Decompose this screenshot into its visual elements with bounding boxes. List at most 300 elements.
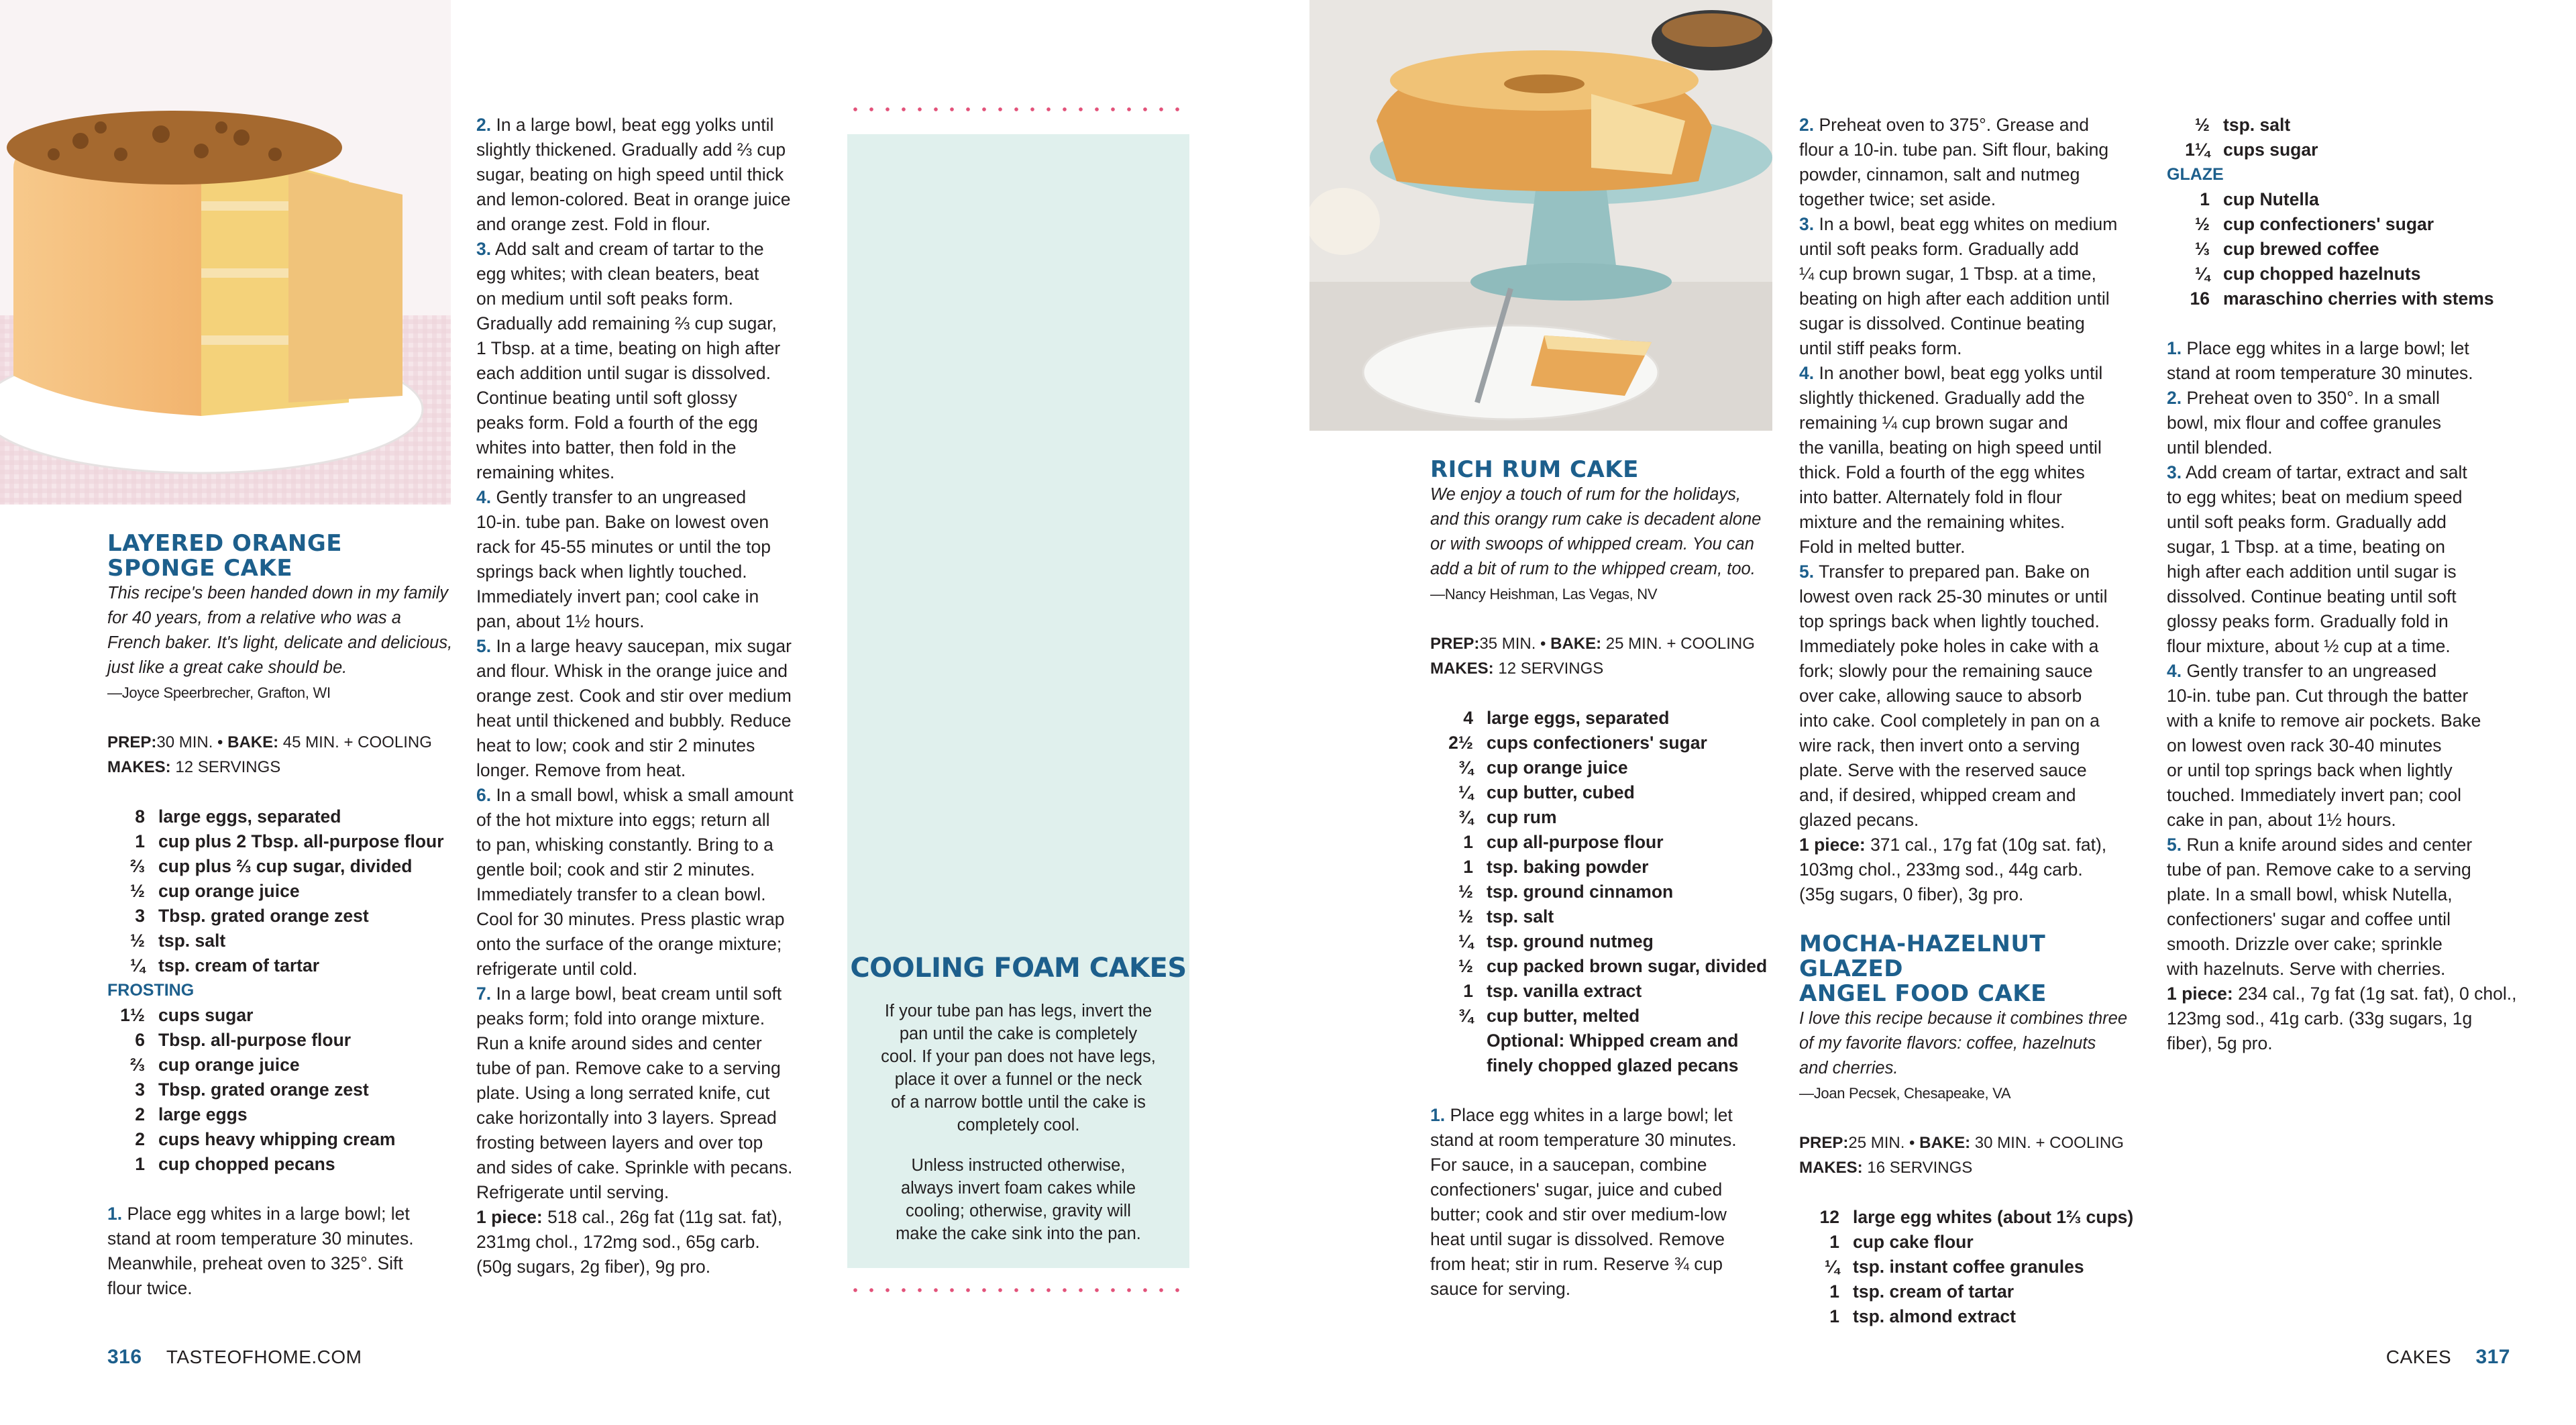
step-text: orange zest. Cook and stir over medium bbox=[476, 686, 792, 706]
step-text: until soft peaks form. Gradually add bbox=[1799, 239, 2079, 259]
step-text: until blended. bbox=[2167, 437, 2273, 458]
ingredient-text: cup confectioners' sugar bbox=[2223, 214, 2434, 234]
ingredient-quantity: ¼ bbox=[1458, 782, 1473, 802]
step-text: glazed pecans. bbox=[1799, 810, 1919, 830]
ingredient-quantity: 1 bbox=[1829, 1306, 1839, 1326]
step-text: confectioners' sugar and coffee until bbox=[2167, 909, 2451, 929]
step-text: Run a knife around sides and center bbox=[476, 1033, 762, 1053]
step-text: slightly thickened. Gradually add ⅔ cup bbox=[476, 140, 786, 160]
ingredient-quantity: 12 bbox=[1819, 1207, 1839, 1227]
recipe-intro: This recipe's been handed down in my family for 40 years, from a relative who was a French baker. It's light, delicate and delicious, just like a great cake should be. bbox=[107, 584, 453, 677]
ingredient-item bbox=[1799, 1255, 2148, 1279]
servings: MAKES: 12 SERVINGS bbox=[107, 758, 281, 776]
ingredient-quantity: ½ bbox=[2194, 214, 2210, 234]
step-text: tube of pan. Remove cake to a serving bbox=[2167, 859, 2471, 880]
ingredient-text: cup orange juice bbox=[158, 881, 300, 901]
step-text: Add salt and cream of tartar to the bbox=[491, 239, 764, 259]
ingredient-text: cup packed brown sugar, divided bbox=[1487, 956, 1768, 976]
ingredient-text: cup orange juice bbox=[158, 1055, 300, 1075]
ingredient-quantity: ⅔ bbox=[129, 856, 145, 876]
orange-cake-column-1 bbox=[107, 531, 456, 1301]
step-text: with a knife to remove air pockets. Bake bbox=[2167, 710, 2481, 731]
ingredient-text: cup cake flour bbox=[1853, 1232, 1974, 1252]
step-text: Transfer to prepared pan. Bake on bbox=[1814, 562, 2090, 582]
rum-prep-bake-time: PREP:35 MIN. • BAKE: 25 MIN. + COOLING bbox=[1430, 635, 1755, 653]
step-text: glossy peaks form. Gradually fold in bbox=[2167, 611, 2449, 631]
step-text: onto the surface of the orange mixture; bbox=[476, 934, 782, 954]
instruction-step bbox=[1799, 361, 2148, 560]
ingredient-item bbox=[1430, 880, 1779, 904]
ingredient-text: tsp. almond extract bbox=[1853, 1306, 2016, 1326]
ingredient-item bbox=[1799, 1304, 2148, 1329]
step-text: refrigerate until cold. bbox=[476, 959, 638, 979]
ingredient-quantity: ½ bbox=[1458, 956, 1473, 976]
step-text: flour a 10-in. tube pan. Sift flour, baking bbox=[1799, 140, 2109, 160]
step-text: 10-in. tube pan. Cut through the batter bbox=[2167, 686, 2469, 706]
step-text: Immediately poke holes in cake with a bbox=[1799, 636, 2099, 656]
step-number: 6. bbox=[476, 785, 492, 805]
ingredient-text: tsp. salt bbox=[158, 931, 226, 951]
mocha-cake-intro bbox=[1799, 1006, 2148, 1081]
frosting-ingredient-list bbox=[107, 1003, 456, 1177]
rum-step-1 bbox=[1430, 1103, 1779, 1302]
ingredient-item bbox=[1430, 830, 1779, 855]
ingredient-quantity bbox=[1430, 1028, 1487, 1053]
ingredient-quantity: ½ bbox=[1458, 906, 1473, 927]
ingredient-quantity: 2 bbox=[135, 1104, 145, 1124]
ingredient-text: large eggs, separated bbox=[158, 806, 341, 827]
ingredient-text: tsp. baking powder bbox=[1487, 857, 1649, 877]
step-text: plate. In a small bowl, whisk Nutella, bbox=[2167, 884, 2453, 904]
ingredient-text: cup all-purpose flour bbox=[1487, 832, 1664, 852]
step-number: 4. bbox=[2167, 661, 2182, 681]
ingredient-quantity: ½ bbox=[1458, 882, 1473, 902]
frosting-heading: FROSTING bbox=[107, 981, 195, 1000]
step-number: 2. bbox=[1799, 115, 1815, 135]
ingredient-item bbox=[1430, 954, 1779, 979]
ingredient-quantity: 4 bbox=[1463, 708, 1473, 728]
step-text: plate. Using a long serrated knife, cut bbox=[476, 1083, 770, 1103]
step-number: 5. bbox=[476, 636, 492, 656]
step-text: Run a knife around sides and center bbox=[2182, 835, 2473, 855]
step-text: cake in pan, about 1½ hours. bbox=[2167, 810, 2396, 830]
ingredient-text: tsp. salt bbox=[1487, 906, 1554, 927]
mocha-servings: MAKES: 16 SERVINGS bbox=[1799, 1159, 1973, 1177]
sidebar-bottom-dots bbox=[847, 1288, 1189, 1292]
step-text: whites into batter, then fold in the bbox=[476, 437, 737, 458]
prep-bake-time: PREP:30 MIN. • BAKE: 45 MIN. + COOLING bbox=[107, 733, 432, 751]
ingredient-text: cups confectioners' sugar bbox=[1487, 733, 1707, 753]
ingredient-quantity: ½ bbox=[2194, 115, 2210, 135]
ingredient-item bbox=[107, 1102, 456, 1127]
ingredient-quantity: 1½ bbox=[120, 1005, 145, 1025]
ingredient-item bbox=[107, 929, 456, 953]
step-text: mixture and the remaining whites. bbox=[1799, 512, 2065, 532]
text-line: If your tube pan has legs, invert the bbox=[884, 1002, 1152, 1020]
sidebar-title: COOLING FOAM CAKES bbox=[850, 953, 1187, 984]
ingredient-item bbox=[1430, 929, 1779, 954]
ingredient-item bbox=[107, 1003, 456, 1028]
steps-list bbox=[476, 113, 832, 1205]
step-text: the vanilla, beating on high speed until bbox=[1799, 437, 2102, 458]
mocha-cake-byline: —Joan Pecsek, Chesapeake, VA bbox=[1799, 1085, 2011, 1102]
step-text: gentle boil; cook and stir 2 minutes. bbox=[476, 859, 755, 880]
rum-cake-column bbox=[1430, 458, 1779, 1302]
step-text: and lemon-colored. Beat in orange juice bbox=[476, 189, 791, 209]
left-page-number: 316 bbox=[107, 1346, 142, 1368]
step-text: In a large bowl, beat cream until soft bbox=[491, 984, 782, 1004]
step-number: 4. bbox=[1799, 363, 1815, 383]
ingredient-quantity: ¼ bbox=[1824, 1257, 1839, 1277]
mocha-nutrition-facts: 1 piece: 234 cal., 7g fat (1g sat. fat), 0 chol., 123mg sod., 41g carb. (33g sugars, 1g fiber), 5g pro. bbox=[2167, 984, 2517, 1053]
ingredient-quantity: 1 bbox=[135, 1154, 145, 1174]
mocha-ingredient-list-b bbox=[2167, 113, 2529, 162]
step-text: on medium until soft peaks form. bbox=[476, 288, 733, 309]
step-text: longer. Remove from heat. bbox=[476, 760, 686, 780]
ingredient-text: tsp. salt bbox=[2223, 115, 2291, 135]
ingredient-text: large eggs, separated bbox=[1487, 708, 1670, 728]
step-text: high after each addition until sugar is bbox=[2167, 562, 2457, 582]
step-text: until stiff peaks form. bbox=[1799, 338, 1962, 358]
ingredient-quantity: 3 bbox=[135, 906, 145, 926]
step-text: Preheat oven to 350°. In a small bbox=[2182, 388, 2440, 408]
ingredient-item bbox=[107, 904, 456, 929]
step-text: smooth. Drizzle over cake; sprinkle bbox=[2167, 934, 2443, 954]
step-number: 1. bbox=[2167, 338, 2182, 358]
step-text: stand at room temperature 30 minutes. bbox=[1430, 1130, 1737, 1150]
step-text: and orange zest. Fold in flour. bbox=[476, 214, 711, 234]
instruction-step bbox=[476, 634, 832, 783]
ingredient-quantity: 1 bbox=[1829, 1281, 1839, 1302]
ingredient-quantity: 1 bbox=[2200, 189, 2210, 209]
ingredient-item bbox=[1430, 1004, 1779, 1028]
instruction-step bbox=[2167, 386, 2529, 460]
ingredient-item bbox=[107, 854, 456, 879]
step-text: For sauce, in a saucepan, combine bbox=[1430, 1155, 1707, 1175]
ingredient-item bbox=[1430, 855, 1779, 880]
ingredient-text: cup brewed coffee bbox=[2223, 239, 2379, 259]
step-text: stand at room temperature 30 minutes. bbox=[2167, 363, 2473, 383]
ingredient-item bbox=[1430, 805, 1779, 830]
step-text: to egg whites; beat on medium speed bbox=[2167, 487, 2463, 507]
step-text: pan, about 1½ hours. bbox=[476, 611, 645, 631]
ingredient-item bbox=[2167, 262, 2529, 286]
ingredient-quantity: ½ bbox=[129, 881, 145, 901]
instruction-step bbox=[476, 237, 832, 485]
step-text: rack for 45-55 minutes or until the top bbox=[476, 537, 771, 557]
step-text: plate. Serve with the reserved sauce bbox=[1799, 760, 2087, 780]
ingredient-text: tsp. cream of tartar bbox=[158, 955, 320, 975]
ingredient-text: cup chopped pecans bbox=[158, 1154, 335, 1174]
step-text: Continue beating until soft glossy bbox=[476, 388, 737, 408]
ingredient-quantity: 1 bbox=[1463, 857, 1473, 877]
instruction-step bbox=[1799, 113, 2148, 212]
rum-steps-list bbox=[1799, 113, 2148, 833]
rum-nutrition-facts: 1 piece: 371 cal., 17g fat (10g sat. fat), 103mg chol., 233mg sod., 44g carb. (35g sugars, 0 fiber), 3g pro. bbox=[1799, 835, 2107, 904]
text-line: Unless instructed otherwise, bbox=[911, 1156, 1126, 1175]
step-text: into batter. Alternately fold in flour bbox=[1799, 487, 2062, 507]
step-text: and sides of cake. Sprinkle with pecans. bbox=[476, 1157, 793, 1177]
recipe-byline: —Joyce Speerbrecher, Grafton, WI bbox=[107, 684, 331, 701]
ingredient-text: large egg whites (about 1⅔ cups) bbox=[1853, 1207, 2134, 1227]
step-text: remaining ¼ cup brown sugar and bbox=[1799, 413, 2068, 433]
right-page-number: 317 bbox=[2475, 1346, 2510, 1368]
ingredient-item bbox=[1430, 755, 1779, 780]
ingredient-quantity: 1 bbox=[1463, 981, 1473, 1001]
text-line: We enjoy a touch of rum for the holidays, bbox=[1430, 485, 1741, 504]
nutrition-facts: 1 piece: 518 cal., 26g fat (11g sat. fat), 231mg chol., 172mg sod., 65g carb. (50g sugars, 2g fiber), 9g pro. bbox=[476, 1207, 783, 1277]
ingredient-text: maraschino cherries with stems bbox=[2223, 288, 2494, 309]
rum-cake-photo bbox=[1309, 0, 1772, 431]
step-text: together twice; set aside. bbox=[1799, 189, 1996, 209]
ingredient-text: tsp. ground cinnamon bbox=[1487, 882, 1674, 902]
text-line: completely cool. bbox=[957, 1116, 1080, 1134]
mocha-prep-bake-time: PREP:25 MIN. • BAKE: 30 MIN. + COOLING bbox=[1799, 1134, 2124, 1152]
rum-mocha-column bbox=[1799, 113, 2148, 1329]
rum-cake-title: RICH RUM CAKE bbox=[1430, 456, 1639, 483]
ingredient-quantity: 3 bbox=[135, 1079, 145, 1100]
step-text: Immediately transfer to a clean bowl. bbox=[476, 884, 766, 904]
step-number: 3. bbox=[2167, 462, 2182, 482]
ingredient-item bbox=[1430, 706, 1779, 731]
step-text: and, if desired, whipped cream and bbox=[1799, 785, 2076, 805]
ingredient-quantity: ¼ bbox=[1458, 931, 1473, 951]
ingredient-text: tsp. cream of tartar bbox=[1853, 1281, 2015, 1302]
text-line: or with swoops of whipped cream. You can bbox=[1430, 535, 1754, 553]
step-text: egg whites; with clean beaters, beat bbox=[476, 264, 759, 284]
ingredient-text: tsp. instant coffee granules bbox=[1853, 1257, 2084, 1277]
ingredient-text: large eggs bbox=[158, 1104, 248, 1124]
ingredient-quantity: 1 bbox=[1829, 1232, 1839, 1252]
ingredient-item bbox=[107, 953, 456, 978]
step-text: into cake. Cool completely in pan on a bbox=[1799, 710, 2100, 731]
ingredient-quantity: ¾ bbox=[1458, 1006, 1473, 1026]
step-text: powder, cinnamon, salt and nutmeg bbox=[1799, 164, 2080, 184]
ingredient-text: tsp. vanilla extract bbox=[1487, 981, 1642, 1001]
ingredient-item bbox=[1799, 1230, 2148, 1255]
ingredient-quantity: 6 bbox=[135, 1030, 145, 1050]
ingredient-quantity: ¾ bbox=[1458, 757, 1473, 778]
instruction-step bbox=[476, 113, 832, 237]
step-text: and flour. Whisk in the orange juice and bbox=[476, 661, 788, 681]
ingredient-text: cups sugar bbox=[158, 1005, 254, 1025]
step-number: 1. bbox=[1430, 1105, 1446, 1125]
ingredient-quantity: ⅔ bbox=[129, 1055, 145, 1075]
ingredient-item bbox=[1430, 904, 1779, 929]
step-text: slightly thickened. Gradually add the bbox=[1799, 388, 2085, 408]
ingredient-text: cup plus ⅔ cup sugar, divided bbox=[158, 856, 413, 876]
ingredient-quantity: ½ bbox=[129, 931, 145, 951]
step-number: 3. bbox=[1799, 214, 1815, 234]
ingredient-item bbox=[1799, 1205, 2148, 1230]
step-text: peaks form; fold into orange mixture. bbox=[476, 1008, 765, 1028]
step-text: touched. Immediately invert pan; cool bbox=[2167, 785, 2461, 805]
mocha-steps-list bbox=[2167, 336, 2529, 982]
ingredient-item bbox=[107, 879, 456, 904]
ingredient-item bbox=[1799, 1279, 2148, 1304]
rum-ingredient-list bbox=[1430, 706, 1779, 1078]
instruction-step bbox=[476, 485, 832, 634]
rum-servings: MAKES: 12 SERVINGS bbox=[1430, 659, 1604, 678]
step-text: heat to low; cook and stir 2 minutes bbox=[476, 735, 755, 755]
ingredient-item bbox=[107, 1053, 456, 1077]
text-line: add a bit of rum to the whipped cream, too. bbox=[1430, 560, 1756, 578]
step-text: to pan, whisking constantly. Bring to a bbox=[476, 835, 773, 855]
step-text: sugar, beating on high speed until thick bbox=[476, 164, 784, 184]
site-name: TASTEOFHOME.COM bbox=[166, 1347, 362, 1367]
step-text: on lowest oven rack 30-40 minutes bbox=[2167, 735, 2442, 755]
step-text: butter; cook and stir over medium-low bbox=[1430, 1204, 1727, 1224]
ingredient-quantity: 1 bbox=[135, 831, 145, 851]
text-line: and cherries. bbox=[1799, 1059, 1898, 1077]
step-text: lowest oven rack 25-30 minutes or until bbox=[1799, 586, 2108, 606]
text-line: always invert foam cakes while bbox=[900, 1179, 1136, 1198]
step-text: dissolved. Continue beating until soft bbox=[2167, 586, 2457, 606]
step-text: In a small bowl, whisk a small amount bbox=[491, 785, 794, 805]
step-text: Gently transfer to an ungreased bbox=[2182, 661, 2437, 681]
step-text: of the hot mixture into eggs; return all bbox=[476, 810, 770, 830]
step-text: In a large bowl, beat egg yolks until bbox=[491, 115, 774, 135]
ingredient-item bbox=[107, 829, 456, 854]
step-text: In a large heavy saucepan, mix sugar bbox=[491, 636, 792, 656]
mocha-column bbox=[2167, 113, 2529, 1056]
rum-cake-intro bbox=[1430, 482, 1779, 582]
step-text: or until top springs back when lightly bbox=[2167, 760, 2453, 780]
ingredient-list bbox=[107, 804, 456, 978]
step-text: beating on high after each addition until bbox=[1799, 288, 2110, 309]
step-text: 1 Tbsp. at a time, beating on high after bbox=[476, 338, 781, 358]
step-1: 1. Place egg whites in a large bowl; let stand at room temperature 30 minutes. Meanwhile, preheat oven to 325°. Sift flour twice. bbox=[107, 1204, 414, 1298]
ingredient-item bbox=[2167, 113, 2529, 138]
step-text: each addition until sugar is dissolved. bbox=[476, 363, 771, 383]
step-text: top springs back when lightly touched. bbox=[1799, 611, 2100, 631]
instruction-step bbox=[2167, 460, 2529, 659]
glaze-heading: GLAZE bbox=[2167, 165, 2224, 184]
rum-cake-byline: —Nancy Heishman, Las Vegas, NV bbox=[1430, 586, 1658, 602]
step-text: ¼ cup brown sugar, 1 Tbsp. at a time, bbox=[1799, 264, 2096, 284]
text-line: I love this recipe because it combines three bbox=[1799, 1009, 2128, 1028]
ingredient-item bbox=[1430, 780, 1779, 805]
ingredient-quantity: ¼ bbox=[129, 955, 145, 975]
ingredient-text: finely chopped glazed pecans bbox=[1487, 1055, 1739, 1075]
step-text: from heat; stir in rum. Reserve ¾ cup bbox=[1430, 1254, 1723, 1274]
step-text: Cool for 30 minutes. Press plastic wrap bbox=[476, 909, 785, 929]
step-text: Add cream of tartar, extract and salt bbox=[2182, 462, 2467, 482]
ingredient-item bbox=[107, 804, 456, 829]
instruction-step bbox=[1799, 212, 2148, 361]
sidebar-top-dots bbox=[847, 107, 1189, 111]
ingredient-text: cup rum bbox=[1487, 807, 1557, 827]
ingredient-text: tsp. ground nutmeg bbox=[1487, 931, 1654, 951]
step-text: over cake, allowing sauce to absorb bbox=[1799, 686, 2082, 706]
step-text: Preheat oven to 375°. Grease and bbox=[1814, 115, 2089, 135]
ingredient-text: Tbsp. all-purpose flour bbox=[158, 1030, 352, 1050]
recipe-title: LAYERED ORANGE SPONGE CAKE bbox=[107, 530, 343, 582]
step-number: 5. bbox=[1799, 562, 1815, 582]
ingredient-text: cups sugar bbox=[2223, 140, 2318, 160]
ingredient-item bbox=[2167, 138, 2529, 162]
ingredient-quantity: 2½ bbox=[1448, 733, 1473, 753]
step-text: Gently transfer to an ungreased bbox=[491, 487, 747, 507]
step-text: heat until sugar is dissolved. Remove bbox=[1430, 1229, 1725, 1249]
step-text: Gradually add remaining ⅔ cup sugar, bbox=[476, 313, 777, 333]
ingredient-text: cup butter, cubed bbox=[1487, 782, 1635, 802]
ingredient-quantity: 1¼ bbox=[2185, 140, 2210, 160]
ingredient-text: cups heavy whipping cream bbox=[158, 1129, 396, 1149]
step-number: 4. bbox=[476, 487, 492, 507]
section-name: CAKES bbox=[2385, 1347, 2452, 1367]
step-text: wire rack, then invert onto a serving bbox=[1799, 735, 2080, 755]
ingredient-text: cup chopped hazelnuts bbox=[2223, 264, 2421, 284]
step-text: cake horizontally into 3 layers. Spread bbox=[476, 1108, 777, 1128]
glaze-ingredient-list bbox=[2167, 187, 2529, 311]
ingredient-item bbox=[1430, 731, 1779, 755]
step-text: frosting between layers and over top bbox=[476, 1132, 763, 1153]
mocha-ingredient-list-a bbox=[1799, 1205, 2148, 1329]
step-text: sauce for serving. bbox=[1430, 1279, 1571, 1299]
step-text: flour mixture, about ½ cup at a time. bbox=[2167, 636, 2451, 656]
step-text: tube of pan. Remove cake to a serving bbox=[476, 1058, 781, 1078]
ingredient-item bbox=[107, 1152, 456, 1177]
sidebar-para-1 bbox=[865, 1000, 1171, 1137]
instruction-step bbox=[476, 982, 832, 1205]
ingredient-quantity: ¾ bbox=[1458, 807, 1473, 827]
step-text: sugar is dissolved. Continue beating bbox=[1799, 313, 2085, 333]
step-number: 5. bbox=[2167, 835, 2182, 855]
ingredient-text: Optional: Whipped cream and bbox=[1487, 1031, 1739, 1051]
ingredient-text: Tbsp. grated orange zest bbox=[158, 1079, 369, 1100]
ingredient-item bbox=[107, 1077, 456, 1102]
instruction-step bbox=[2167, 833, 2529, 982]
ingredient-quantity: 2 bbox=[135, 1129, 145, 1149]
ingredient-quantity: 8 bbox=[135, 806, 145, 827]
ingredient-text: cup plus 2 Tbsp. all-purpose flour bbox=[158, 831, 444, 851]
step-text: sugar, 1 Tbsp. at a time, beating on bbox=[2167, 537, 2445, 557]
instruction-step bbox=[2167, 659, 2529, 833]
ingredient-item bbox=[107, 1028, 456, 1053]
ingredient-item bbox=[2167, 237, 2529, 262]
text-line: of my favorite flavors: coffee, hazelnuts bbox=[1799, 1034, 2096, 1053]
step-text: peaks form. Fold a fourth of the egg bbox=[476, 413, 758, 433]
step-text: In another bowl, beat egg yolks until bbox=[1814, 363, 2103, 383]
step-text: Fold in melted butter. bbox=[1799, 537, 1966, 557]
ingredient-item bbox=[1430, 979, 1779, 1004]
ingredient-item bbox=[2167, 187, 2529, 212]
step-text: with hazelnuts. Serve with cherries. bbox=[2167, 959, 2446, 979]
step-text: In a bowl, beat egg whites on medium bbox=[1814, 214, 2118, 234]
text-line: pan until the cake is completely bbox=[899, 1024, 1138, 1043]
instruction-step bbox=[476, 783, 832, 982]
step-number: 2. bbox=[2167, 388, 2182, 408]
step-text: 10-in. tube pan. Bake on lowest oven bbox=[476, 512, 769, 532]
ingredient-text: cup butter, melted bbox=[1487, 1006, 1640, 1026]
step-text: Place egg whites in a large bowl; let bbox=[1445, 1105, 1733, 1125]
step-text: thick. Fold a fourth of the egg whites bbox=[1799, 462, 2085, 482]
left-folio bbox=[107, 1346, 362, 1369]
ingredient-item bbox=[1430, 1028, 1779, 1053]
ingredient-item bbox=[1430, 1053, 1779, 1078]
step-text: Place egg whites in a large bowl; let bbox=[2182, 338, 2469, 358]
ingredient-item bbox=[107, 1127, 456, 1152]
step-text: fork; slowly pour the remaining sauce bbox=[1799, 661, 2093, 681]
step-number: 2. bbox=[476, 115, 492, 135]
step-text: Immediately invert pan; cool cake in bbox=[476, 586, 759, 606]
ingredient-item bbox=[2167, 286, 2529, 311]
step-text: remaining whites. bbox=[476, 462, 615, 482]
step-number: 7. bbox=[476, 984, 492, 1004]
text-line: cool. If your pan does not have legs, bbox=[881, 1047, 1156, 1066]
right-folio bbox=[2386, 1346, 2510, 1369]
